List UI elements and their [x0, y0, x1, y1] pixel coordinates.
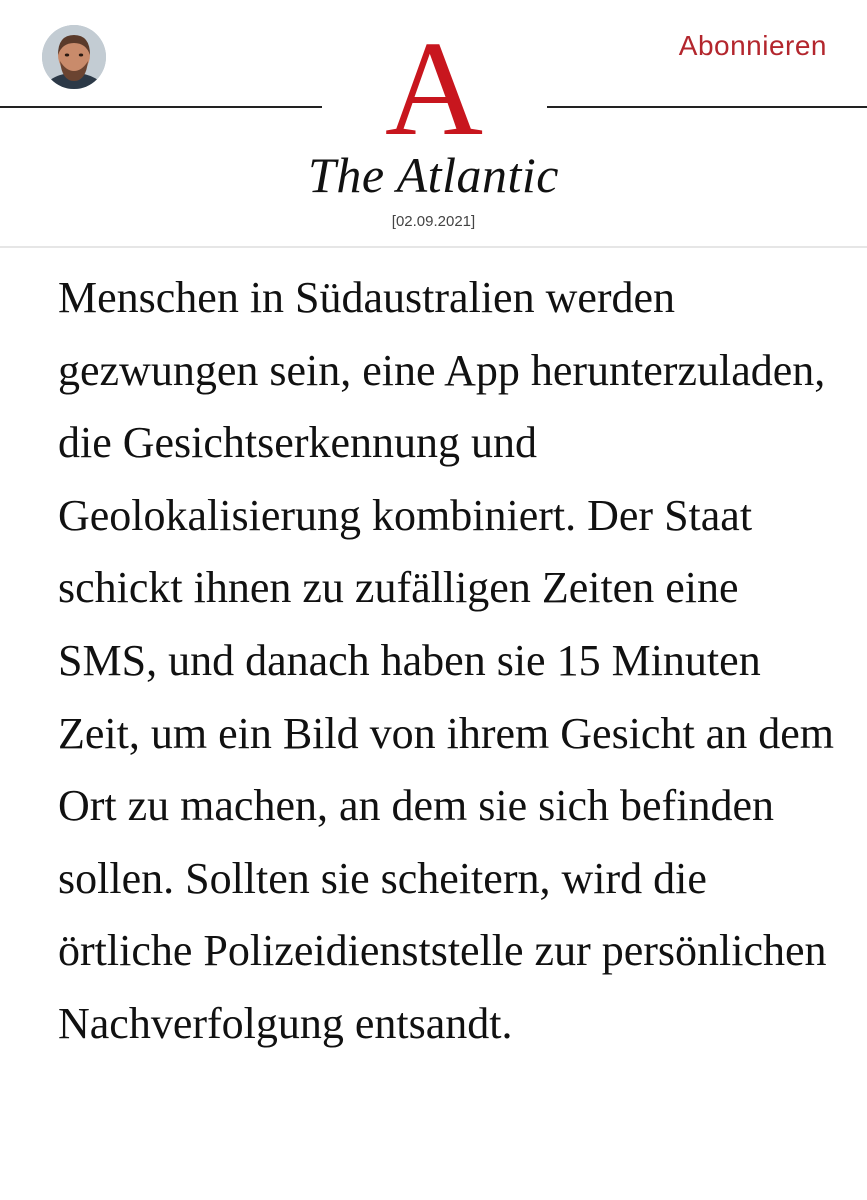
site-header: [0, 0, 867, 248]
article-body: Menschen in Südaustralien werden gezwungen sein, eine App herunterzuladen, die Gesichtserkennung und Geolokalisierung kombiniert. Der Staat schickt ihnen zu zufälligen Zeiten eine SMS, und danach haben sie 15 Minuten Zeit, um ein Bild von ihrem Gesicht an dem Ort zu machen, an dem sie sich befinden sollen. Sollten sie scheitern, wird die örtliche Polizeidienststelle zur persönlichen Nachverfolgung entsandt.: [58, 273, 834, 1048]
avatar-photo-icon: [42, 25, 106, 89]
header-rule-right: [547, 106, 867, 108]
subscribe-link[interactable]: Abonnieren: [678, 30, 827, 61]
atlantic-logo-icon[interactable]: [385, 30, 483, 140]
site-wordmark[interactable]: The Atlantic: [308, 147, 559, 203]
header-rule-left: [0, 106, 322, 108]
avatar[interactable]: [42, 25, 106, 89]
logo-letter: A: [385, 30, 483, 140]
article-date: [02.09.2021]: [391, 213, 476, 230]
